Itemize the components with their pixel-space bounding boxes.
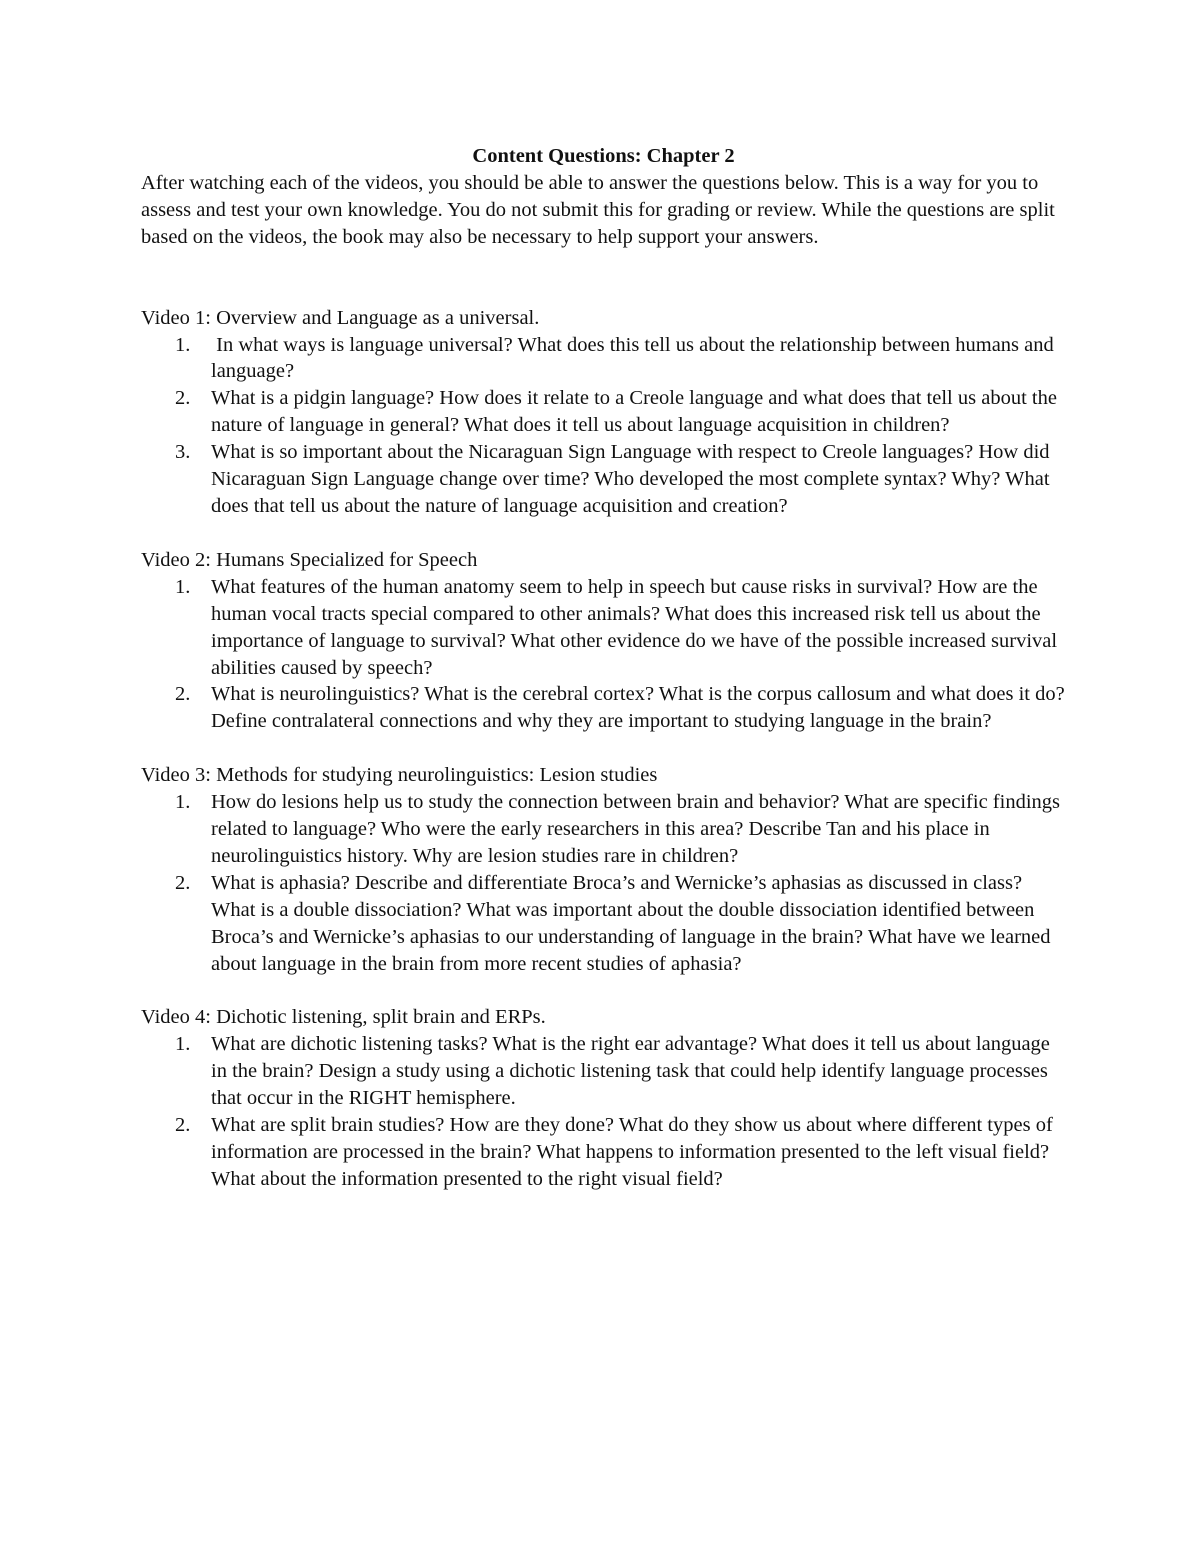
question-item bbox=[141, 681, 1066, 735]
section-video-1 bbox=[141, 305, 1066, 520]
question-number: 2. bbox=[175, 683, 191, 706]
document-title: Content Questions: Chapter 2 bbox=[472, 145, 735, 167]
section-video-3 bbox=[141, 762, 1066, 977]
intro-paragraph: After watching each of the videos, you should be able to answer the questions below. This is a way for you to assess and test your own knowledge. You do not submit this for grading or review. While the questions are split based on the videos, the book may also be necessary to help support your answers. bbox=[141, 171, 1055, 248]
section-heading: Video 4: Dichotic listening, split brain and ERPs. bbox=[141, 1006, 546, 1029]
section-heading: Video 3: Methods for studying neurolinguistics: Lesion studies bbox=[141, 764, 658, 787]
question-list bbox=[141, 789, 1066, 977]
question-text: What is a pidgin language? How does it relate to a Creole language and what does that tell us about the nature of language in general? What does it tell us about language acquisition in children? bbox=[211, 387, 1057, 437]
question-text: How do lesions help us to study the connection between brain and behavior? What are specific findings related to language? Who were the early researchers in this area? Describe Tan and his place in neurolinguistics history. Why are lesion studies rare in children? bbox=[211, 791, 1060, 867]
question-number: 2. bbox=[175, 871, 191, 894]
question-item bbox=[141, 789, 1066, 870]
section-video-4 bbox=[141, 1004, 1066, 1192]
spacer bbox=[141, 251, 1066, 305]
question-item bbox=[141, 385, 1066, 439]
question-item bbox=[141, 439, 1066, 520]
question-text: In what ways is language universal? What does this tell us about the relationship between humans and language? bbox=[211, 333, 1059, 383]
question-list bbox=[141, 332, 1066, 520]
spacer bbox=[141, 520, 1066, 547]
question-text: What is so important about the Nicaraguan Sign Language with respect to Creole languages? How did Nicaraguan Sign Language change over time? Who developed the most complete syntax? Why? What does that tell us about the nature of language acquisition and creation? bbox=[211, 441, 1050, 517]
section-heading: Video 2: Humans Specialized for Speech bbox=[141, 548, 478, 571]
section-heading: Video 1: Overview and Language as a universal. bbox=[141, 306, 540, 329]
question-item bbox=[141, 574, 1066, 682]
question-item bbox=[141, 870, 1066, 978]
question-text: What is neurolinguistics? What is the cerebral cortex? What is the corpus callosum and what does it do? Define contralateral connections and why they are important to studying language in the brain? bbox=[211, 683, 1065, 733]
question-number: 3. bbox=[175, 441, 191, 464]
section-video-2 bbox=[141, 547, 1066, 735]
question-item bbox=[141, 1031, 1066, 1112]
question-list bbox=[141, 574, 1066, 735]
question-list bbox=[141, 1031, 1066, 1192]
question-text: What are dichotic listening tasks? What is the right ear advantage? What does it tell us about language in the brain? Design a study using a dichotic listening task that could help identify language processes that occur in the RIGHT hemisphere. bbox=[211, 1033, 1050, 1110]
question-number: 2. bbox=[175, 1114, 191, 1137]
question-text: What are split brain studies? How are they done? What do they show us about where different types of information are processed in the brain? What happens to information presented to the left visual field? What about the information presented to the right visual field? bbox=[211, 1114, 1053, 1190]
question-number: 1. bbox=[175, 791, 191, 814]
question-item bbox=[141, 1112, 1066, 1193]
question-number: 2. bbox=[175, 387, 191, 410]
question-number: 1. bbox=[175, 575, 191, 598]
spacer bbox=[141, 977, 1066, 1004]
question-item bbox=[141, 332, 1066, 386]
question-text: What is aphasia? Describe and differentiate Broca’s and Wernicke’s aphasias as discussed in class? What is a double dissociation? What was important about the double dissociation identified between Broca’s and Wernicke’s aphasias to our understanding of language in the brain? What have we learned about language in the brain from more recent studies of aphasia? bbox=[211, 871, 1051, 975]
spacer bbox=[141, 735, 1066, 762]
question-number: 1. bbox=[175, 333, 191, 356]
question-number: 1. bbox=[175, 1033, 191, 1056]
document-page bbox=[141, 143, 1066, 1193]
question-text: What features of the human anatomy seem to help in speech but cause risks in survival? How are the human vocal tracts special compared to other animals? What does this increased risk tell us about the importance of language to survival? What other evidence do we have of the possible increased survival abilities caused by speech? bbox=[211, 575, 1058, 679]
